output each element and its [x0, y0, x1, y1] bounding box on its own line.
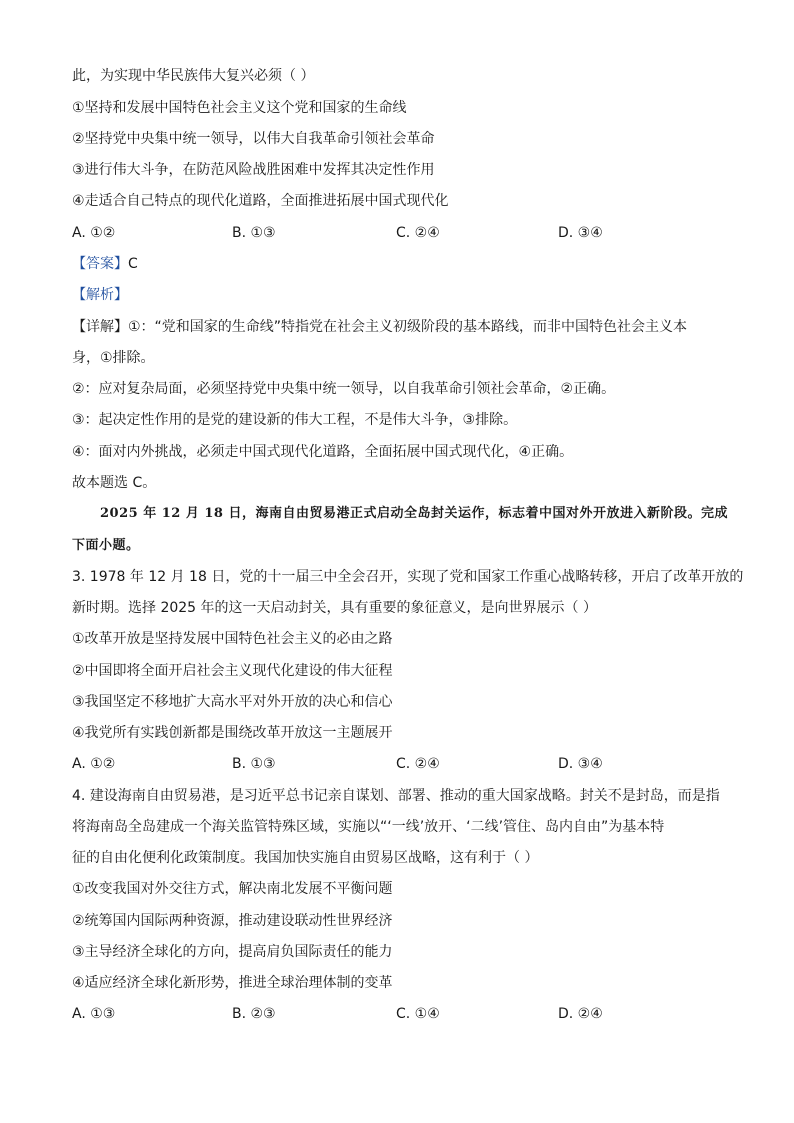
- q4-stem-line-2: 将海南岛全岛建成一个海关监管特殊区域，实施以“‘一线’放开、‘二线’管住、岛内自由”为基本特: [72, 819, 665, 835]
- q3-item-4: ④我党所有实践创新都是围绕改革开放这一主题展开: [72, 725, 393, 741]
- answer-value: C: [128, 256, 138, 272]
- q2-item-4: ④走适合自己特点的现代化道路，全面推进拓展中国式现代化: [72, 193, 449, 209]
- q3-item-1: ①改革开放是坚持发展中国特色社会主义的必由之路: [72, 631, 393, 647]
- q3-stem-line-1: 3. 1978 年 12 月 18 日，党的十一届三中全会召开，实现了党和国家工作重心战略转移，开启了改革开放的: [72, 569, 744, 585]
- q2-option-c: C. ②④: [396, 225, 440, 241]
- detail-line-3: ②：应对复杂局面，必须坚持党中央集中统一领导，以自我革命引领社会革命，②正确。: [72, 381, 616, 397]
- q4-option-d: D. ②④: [558, 1006, 603, 1022]
- q3-stem-line-2: 新时期。选择 2025 年的这一天启动封关，具有重要的象征意义，是向世界展示（ ）: [72, 600, 597, 616]
- answer-line: [72, 255, 138, 273]
- q2-item-3: ③进行伟大斗争，在防范风险战胜困难中发挥其决定性作用: [72, 162, 435, 178]
- q3-item-3: ③我国坚定不移地扩大高水平对外开放的决心和信心: [72, 694, 393, 710]
- q3-option-d: D. ③④: [558, 756, 603, 772]
- q3-option-b: B. ①③: [232, 756, 276, 772]
- detail-line-1: [72, 318, 687, 336]
- q3-option-c: C. ②④: [396, 756, 440, 772]
- q2-item-1: ①坚持和发展中国特色社会主义这个党和国家的生命线: [72, 100, 407, 116]
- q4-option-b: B. ②③: [232, 1006, 276, 1022]
- q4-option-c: C. ①④: [396, 1006, 440, 1022]
- q2-option-d: D. ③④: [558, 225, 603, 241]
- q4-stem-line-3: 征的自由化便利化政策制度。我国加快实施自由贸易区战略，这有利于（ ）: [72, 850, 539, 866]
- detail-line-2: 身，①排除。: [72, 350, 155, 366]
- q4-option-a: A. ①③: [72, 1006, 116, 1022]
- answer-label: 【答案】: [72, 256, 128, 272]
- q4-item-1: ①改变我国对外交往方式，解决南北发展不平衡问题: [72, 881, 393, 897]
- detail-line-1-text: ①：“党和国家的生命线”特指党在社会主义初级阶段的基本路线，而非中国特色社会主义本: [128, 319, 688, 335]
- q3-item-2: ②中国即将全面开启社会主义现代化建设的伟大征程: [72, 663, 393, 679]
- q2-item-2: ②坚持党中央集中统一领导，以伟大自我革命引领社会革命: [72, 131, 435, 147]
- q4-stem-line-1: 4. 建设海南自由贸易港，是习近平总书记亲自谋划、部署、推动的重大国家战略。封关不是封岛，而是指: [72, 788, 720, 804]
- conclusion: 故本题选 C。: [72, 475, 157, 491]
- q4-item-2: ②统筹国内国际两种资源，推动建设联动性世界经济: [72, 913, 393, 929]
- material-line-1: 2025 年 12 月 18 日，海南自由贸易港正式启动全岛封关运作，标志着中国对外开放进入新阶段。完成: [100, 506, 728, 521]
- analysis-label: 【解析】: [72, 287, 128, 303]
- q3-option-a: A. ①②: [72, 756, 116, 772]
- q4-item-4: ④适应经济全球化新形势，推进全球治理体制的变革: [72, 975, 393, 991]
- q2-option-a: A. ①②: [72, 225, 116, 241]
- q2-stem-tail: 此，为实现中华民族伟大复兴必须（ ）: [72, 68, 315, 84]
- q4-item-3: ③主导经济全球化的方向，提高肩负国际责任的能力: [72, 944, 393, 960]
- q2-option-b: B. ①③: [232, 225, 276, 241]
- material-line-2: 下面小题。: [72, 538, 140, 553]
- detail-line-5: ④：面对内外挑战，必须走中国式现代化道路，全面拓展中国式现代化，④正确。: [72, 444, 574, 460]
- detail-label: 【详解】: [72, 319, 128, 335]
- detail-line-4: ③：起决定性作用的是党的建设新的伟大工程，不是伟大斗争，③排除。: [72, 412, 518, 428]
